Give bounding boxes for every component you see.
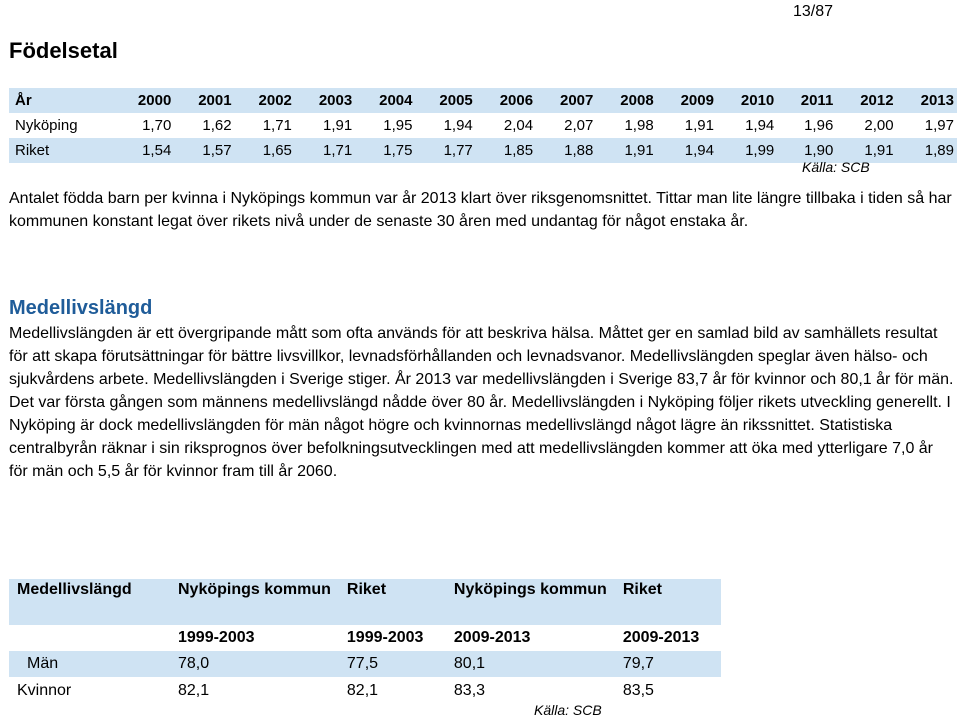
table-row [9, 651, 721, 677]
period-cell: 2009-2013 [622, 629, 700, 646]
value-cell: 1,94 [745, 117, 775, 134]
year-cell: 2001 [198, 92, 232, 109]
row-label: Kvinnor [17, 682, 72, 699]
life-section-heading: Medellivslängd [9, 297, 153, 319]
value-cell: 1,77 [443, 142, 473, 159]
value-cell: 1,85 [503, 142, 534, 159]
year-cell: 2009 [680, 92, 714, 109]
value-cell: 2,00 [864, 117, 894, 134]
value-cell: 79,7 [615, 651, 721, 677]
table-row [9, 677, 721, 705]
header-cell: Nyköpings kommun [446, 579, 615, 625]
year-cell: 2010 [740, 92, 775, 109]
births-table-header [9, 88, 957, 113]
value-cell: 1,89 [924, 142, 954, 159]
value-cell: 1,70 [142, 117, 172, 134]
row-label: Riket [15, 142, 50, 159]
births-table [9, 88, 957, 163]
value-cell: 1,65 [262, 142, 292, 159]
value-cell: 82,1 [346, 682, 379, 699]
value-cell: 2,07 [564, 117, 594, 134]
value-cell: 1,95 [383, 117, 413, 134]
value-cell: 1,71 [262, 117, 292, 134]
year-cell: 2006 [499, 92, 534, 109]
page-title: Födelsetal [9, 38, 118, 63]
life-table-header [9, 579, 721, 625]
value-cell: 83,5 [622, 682, 654, 699]
value-cell: 80,1 [446, 651, 615, 677]
value-cell: 1,96 [804, 117, 834, 134]
period-row [9, 625, 721, 651]
year-cell: 2002 [258, 92, 292, 109]
period-cell: 2009-2013 [453, 629, 531, 646]
table-row [9, 113, 957, 138]
year-cell: 2004 [379, 92, 413, 109]
value-cell: 1,91 [864, 142, 894, 159]
value-cell: 77,5 [339, 651, 446, 677]
value-cell: 1,98 [624, 117, 654, 134]
value-cell: 83,3 [453, 682, 486, 699]
period-cell: 1999-2003 [346, 629, 424, 646]
year-cell: 2005 [439, 92, 473, 109]
value-cell: 1,57 [202, 142, 232, 159]
year-cell: 2000 [137, 92, 172, 109]
value-cell: 78,0 [170, 651, 339, 677]
value-cell: 1,88 [564, 142, 594, 159]
births-paragraph: Antalet födda barn per kvinna i Nyköpings kommun var år 2013 klart över riksgenomsnittet. Tittar man lite längre tillbaka i tiden så har kommunen konstant legat över rikets nivå under de senaste 30 åren med undantag för något enstaka år. [9, 190, 952, 230]
births-source: Källa: SCB [802, 159, 870, 175]
year-cell: 2003 [318, 92, 353, 109]
period-cell [9, 625, 170, 651]
value-cell: 1,99 [745, 142, 775, 159]
value-cell: 1,62 [202, 117, 232, 134]
row-label: Män [9, 651, 170, 677]
header-cell: Medellivslängd [9, 579, 170, 625]
year-cell: 2011 [800, 92, 834, 109]
value-cell: 1,90 [804, 142, 834, 159]
value-cell: 82,1 [178, 682, 210, 699]
value-cell: 1,94 [443, 117, 473, 134]
value-cell: 1,91 [624, 142, 654, 159]
header-cell: Riket [615, 579, 721, 625]
value-cell: 1,97 [924, 117, 954, 134]
year-cell: 2007 [560, 92, 594, 109]
header-cell: Riket [339, 579, 446, 625]
year-cell: 2013 [920, 92, 954, 109]
value-cell: 1,94 [684, 142, 714, 159]
value-cell: 2,04 [503, 117, 534, 134]
value-cell: 1,91 [684, 117, 714, 134]
value-cell: 1,71 [322, 142, 353, 159]
header-label: År [15, 92, 32, 109]
row-label: Nyköping [15, 117, 78, 134]
year-cell: 2008 [620, 92, 654, 109]
value-cell: 1,54 [142, 142, 172, 159]
life-paragraph: Medellivslängden är ett övergripande mått som ofta används för att beskriva hälsa. Måttet ger en samlad bild av samhällets resultat för att skapa förutsättningar för bättre livsvillkor, levnadsförhållanden och levnadsvanor. Medellivslängden speglar även hälso- och sjukvårdens arbete. Medellivslängden i Sverige stiger. År 2013 var medellivslängden i Sverige 83,7 år för kvinnor och 80,1 år för män. Det var första gången som männens medellivslängd nådde över 80 år. Medellivslängden i Nyköping följer rikets utveckling generellt. I Nyköping är dock medellivslängden för män något högre och kvinnornas medellivslängd något lägre än rikssnittet. Statistiska centralbyrån räknar i sin riksprognos över befolkningsutvecklingen med att medellivslängden kommer att öka med ytterligare 7,0 år för män och 5,5 år för kvinnor fram till år 2060. [9, 325, 954, 480]
page-number: 13/87 [793, 3, 834, 20]
header-cell: Nyköpings kommun [170, 579, 339, 625]
life-source: Källa: SCB [534, 702, 602, 718]
year-cell: 2012 [860, 92, 894, 109]
value-cell: 1,91 [322, 117, 353, 134]
life-expectancy-table [9, 579, 721, 705]
period-cell: 1999-2003 [178, 629, 255, 646]
value-cell: 1,75 [383, 142, 413, 159]
